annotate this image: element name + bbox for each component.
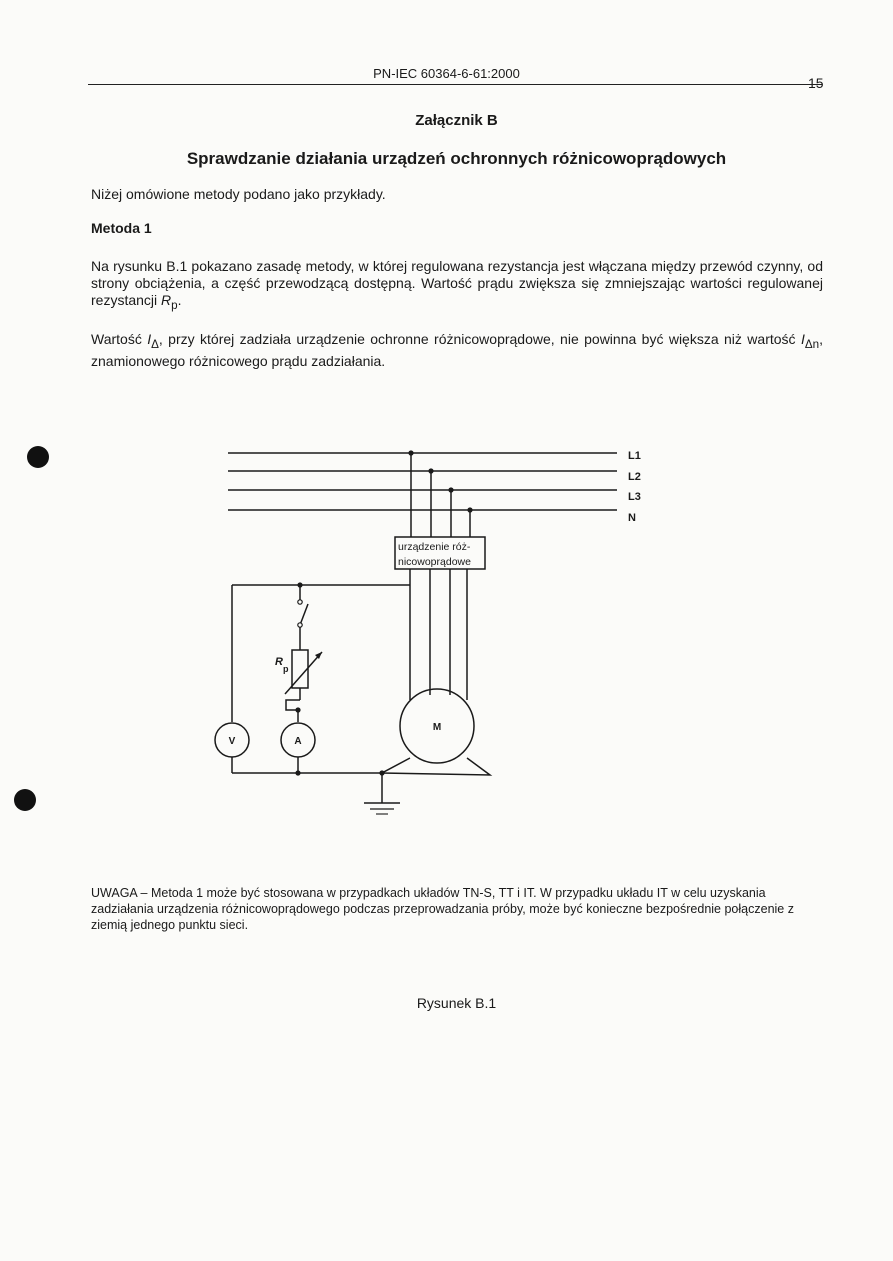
- resistance-subscript: p: [171, 298, 178, 312]
- punch-hole: [14, 789, 36, 811]
- voltmeter-label: V: [228, 736, 236, 747]
- intro-text: Niżej omówione metody podano jako przykłady.: [91, 186, 386, 202]
- current-symbol: I: [147, 331, 152, 347]
- note-text: UWAGA – Metoda 1 może być stosowana w przypadkach układów TN-S, TT i IT. W przypadku układu IT w celu uzyskania zadziałania urządzenia różnicowoprądowego podczas przeprowadzania próby, może być konieczne bezpośrednie połączenie z ziemią jednego punktu sieci.: [91, 886, 794, 932]
- rcd-label-line2: nicowoprądowe: [398, 556, 471, 568]
- label-l2: L2: [628, 471, 641, 483]
- paragraph-text: Na rysunku B.1 pokazano zasadę metody, w której regulowana rezystancja jest włączana między przewód czynny, od strony obciążenia, a część przewodzącą dostępną. Wartość prądu zwiększa się zmniejszając wartości regulowanej rezystancji: [91, 258, 823, 308]
- ammeter-label: A: [294, 736, 302, 747]
- figure-caption: Rysunek B.1: [416, 995, 497, 1011]
- circuit-diagram: [200, 430, 660, 830]
- rcd-label-line1: urządzenie róż-: [398, 541, 471, 553]
- page-title: Sprawdzanie działania urządzeń ochronnych różnicowoprądowych: [186, 149, 727, 168]
- rated-current-symbol: I: [800, 331, 805, 347]
- label-l3: L3: [628, 491, 641, 503]
- label-l1: L1: [628, 450, 641, 462]
- junction-dots: [295, 450, 472, 775]
- annex-label: Załącznik B: [415, 112, 498, 129]
- page-number: 15: [808, 75, 824, 91]
- resistance-symbol: R: [161, 292, 172, 308]
- resistor-label: R: [275, 656, 283, 668]
- resistor-subscript: p: [283, 664, 289, 674]
- punch-hole: [27, 446, 49, 468]
- paragraph-method-principle: Na rysunku B.1 pokazano zasadę metody, w której regulowana rezystancja jest włączana między przewód czynny, od strony obciążenia, a część przewodzącą dostępną. Wartość prądu zwiększa się zmniejszając wartości regulowanej rezystancji $R_p$.: [91, 258, 823, 312]
- label-n: N: [628, 512, 636, 524]
- header-rule: [88, 84, 822, 85]
- paragraph-trip-current: Wartość $I_\Delta$, przy której zadziała urządzenie ochronne różnicowoprądowe, nie powinna być większa niż wartość $I_{\Delta n}$, znamionowego różnicowego prądu zadziałania.: [91, 331, 823, 369]
- test-switch: [300, 604, 308, 625]
- method-heading: Metoda 1: [91, 220, 152, 236]
- motor-frame: [382, 758, 490, 775]
- header-standard: PN-IEC 60364-6-61:2000: [373, 66, 520, 81]
- motor-label: M: [432, 722, 442, 733]
